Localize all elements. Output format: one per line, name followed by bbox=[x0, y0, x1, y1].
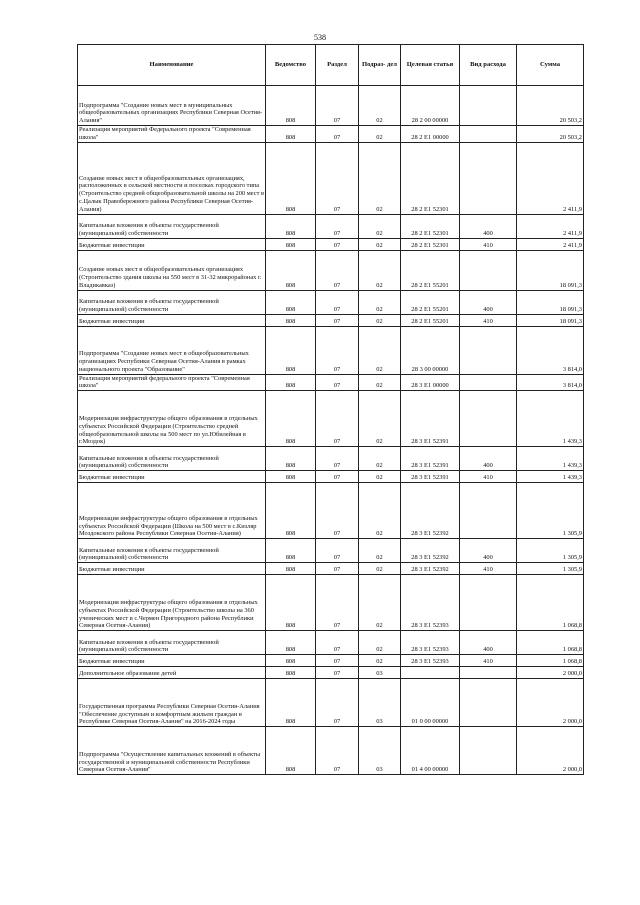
cell-podrazdel: 02 bbox=[359, 471, 401, 483]
cell-vid bbox=[460, 667, 517, 679]
cell-summa: 20 503,2 bbox=[517, 86, 584, 126]
cell-vid: 410 bbox=[460, 471, 517, 483]
cell-podrazdel: 03 bbox=[359, 667, 401, 679]
cell-podrazdel: 02 bbox=[359, 374, 401, 391]
table-row bbox=[78, 727, 584, 775]
cell-vedomstvo: 808 bbox=[266, 238, 316, 250]
header-razdel: Раздел bbox=[316, 45, 359, 86]
cell-podrazdel: 02 bbox=[359, 447, 401, 471]
cell-podrazdel: 02 bbox=[359, 126, 401, 143]
table-row bbox=[78, 250, 584, 290]
cell-vid bbox=[460, 679, 517, 727]
cell-name: Капитальные вложения в объекты государственной (муниципальной) собственности bbox=[78, 631, 266, 655]
cell-vedomstvo: 808 bbox=[266, 539, 316, 563]
cell-razdel: 07 bbox=[316, 679, 359, 727]
cell-celevaya: 28 2 E1 00000 bbox=[401, 126, 460, 143]
cell-vid: 410 bbox=[460, 314, 517, 326]
cell-summa: 18 091,3 bbox=[517, 314, 584, 326]
cell-razdel: 07 bbox=[316, 631, 359, 655]
cell-vedomstvo: 808 bbox=[266, 86, 316, 126]
cell-vedomstvo: 808 bbox=[266, 575, 316, 631]
cell-podrazdel: 02 bbox=[359, 214, 401, 238]
cell-razdel: 07 bbox=[316, 727, 359, 775]
cell-celevaya: 28 3 E1 52393 bbox=[401, 655, 460, 667]
cell-podrazdel: 02 bbox=[359, 142, 401, 214]
cell-podrazdel: 02 bbox=[359, 575, 401, 631]
table-row bbox=[78, 326, 584, 374]
table-row bbox=[78, 483, 584, 539]
cell-name: Дополнительное образование детей bbox=[78, 667, 266, 679]
cell-name: Капитальные вложения в объекты государственной (муниципальной) собственности bbox=[78, 539, 266, 563]
cell-vedomstvo: 808 bbox=[266, 631, 316, 655]
cell-podrazdel: 02 bbox=[359, 483, 401, 539]
cell-celevaya: 28 2 E1 55201 bbox=[401, 250, 460, 290]
cell-vedomstvo: 808 bbox=[266, 326, 316, 374]
cell-razdel: 07 bbox=[316, 290, 359, 314]
cell-summa: 3 814,0 bbox=[517, 374, 584, 391]
cell-celevaya: 28 2 00 00000 bbox=[401, 86, 460, 126]
cell-vedomstvo: 808 bbox=[266, 214, 316, 238]
table-row bbox=[78, 539, 584, 563]
cell-summa: 1 068,8 bbox=[517, 631, 584, 655]
budget-table bbox=[77, 44, 584, 775]
cell-celevaya: 28 2 E1 55201 bbox=[401, 290, 460, 314]
cell-name: Бюджетные инвестиции bbox=[78, 314, 266, 326]
cell-summa: 20 503,2 bbox=[517, 126, 584, 143]
cell-vid bbox=[460, 374, 517, 391]
cell-summa: 3 814,0 bbox=[517, 326, 584, 374]
cell-podrazdel: 02 bbox=[359, 314, 401, 326]
cell-vedomstvo: 808 bbox=[266, 314, 316, 326]
cell-celevaya: 28 3 E1 52391 bbox=[401, 447, 460, 471]
cell-razdel: 07 bbox=[316, 655, 359, 667]
cell-razdel: 07 bbox=[316, 86, 359, 126]
cell-podrazdel: 02 bbox=[359, 86, 401, 126]
cell-summa: 2 411,9 bbox=[517, 238, 584, 250]
table-row bbox=[78, 290, 584, 314]
cell-summa: 2 411,9 bbox=[517, 142, 584, 214]
cell-name: Подпрограмма "Осуществление капитальных вложений в объекты государственной и муниципальной собственности Республики Северная Осетия-Алания" bbox=[78, 727, 266, 775]
cell-name: Подпрограмма "Создание новых мест в общеобразовательных организациях Республики Северная Осетия-Алания в рамках национального проекта "Образование" bbox=[78, 326, 266, 374]
cell-celevaya: 01 0 00 00000 bbox=[401, 679, 460, 727]
cell-summa: 1 439,3 bbox=[517, 471, 584, 483]
cell-vid: 410 bbox=[460, 238, 517, 250]
cell-razdel: 07 bbox=[316, 126, 359, 143]
cell-name: Модернизация инфраструктуры общего образования в отдельных субъектах Российской Федерации (Строительство школы на 360 ученических мест в с.Чермен Пригородного района Республики Северная Осетия-Алания) bbox=[78, 575, 266, 631]
cell-podrazdel: 02 bbox=[359, 290, 401, 314]
cell-razdel: 07 bbox=[316, 250, 359, 290]
header-summa: Сумма bbox=[517, 45, 584, 86]
cell-vedomstvo: 808 bbox=[266, 250, 316, 290]
cell-vid bbox=[460, 250, 517, 290]
header-vid: Вид расхода bbox=[460, 45, 517, 86]
table-row bbox=[78, 655, 584, 667]
cell-celevaya bbox=[401, 667, 460, 679]
cell-celevaya: 28 3 E1 52391 bbox=[401, 471, 460, 483]
cell-vedomstvo: 808 bbox=[266, 290, 316, 314]
table-row bbox=[78, 214, 584, 238]
cell-razdel: 07 bbox=[316, 575, 359, 631]
cell-razdel: 07 bbox=[316, 483, 359, 539]
cell-razdel: 07 bbox=[316, 667, 359, 679]
cell-name: Модернизация инфраструктуры общего образования в отдельных субъектах Российской Федерации (Строительство средней общеобразовательной школы на 500 мест по ул.Юбилейная в г.Моздок) bbox=[78, 391, 266, 447]
cell-vid: 400 bbox=[460, 214, 517, 238]
cell-celevaya: 28 3 E1 52392 bbox=[401, 483, 460, 539]
table-row bbox=[78, 667, 584, 679]
cell-razdel: 07 bbox=[316, 214, 359, 238]
cell-name: Бюджетные инвестиции bbox=[78, 238, 266, 250]
cell-celevaya: 28 2 E1 52301 bbox=[401, 238, 460, 250]
cell-name: Бюджетные инвестиции bbox=[78, 655, 266, 667]
cell-vedomstvo: 808 bbox=[266, 655, 316, 667]
table-row bbox=[78, 575, 584, 631]
cell-podrazdel: 02 bbox=[359, 391, 401, 447]
cell-podrazdel: 02 bbox=[359, 539, 401, 563]
cell-vid bbox=[460, 86, 517, 126]
cell-vedomstvo: 808 bbox=[266, 391, 316, 447]
cell-vid: 400 bbox=[460, 631, 517, 655]
cell-summa: 1 305,9 bbox=[517, 563, 584, 575]
cell-name: Создание новых мест в общеобразовательных организациях, расположенных в сельской местности и поселках городского типа (Строительство средней общеобразовательной школы на 200 мест в с.Цалык Правобережного района Республики Северная Осетия-Алания) bbox=[78, 142, 266, 214]
cell-vid: 410 bbox=[460, 563, 517, 575]
cell-name: Бюджетные инвестиции bbox=[78, 563, 266, 575]
cell-razdel: 07 bbox=[316, 471, 359, 483]
cell-vedomstvo: 808 bbox=[266, 126, 316, 143]
cell-summa: 2 000,0 bbox=[517, 667, 584, 679]
cell-vid bbox=[460, 391, 517, 447]
cell-celevaya: 28 2 E1 55201 bbox=[401, 314, 460, 326]
cell-celevaya: 28 2 E1 52301 bbox=[401, 214, 460, 238]
cell-name: Государственная программа Республики Северная Осетия-Алания "Обеспечение доступным и комфортным жильем граждан в Республике Северная Осетия-Алания" на 2016-2024 годы bbox=[78, 679, 266, 727]
cell-summa: 2 000,0 bbox=[517, 727, 584, 775]
cell-vedomstvo: 808 bbox=[266, 727, 316, 775]
cell-celevaya: 28 3 E1 52393 bbox=[401, 631, 460, 655]
cell-name: Создание новых мест в общеобразовательных организациях (Строительство здания школы на 550 мест в 31-32 микрорайонах г. Владикавказ) bbox=[78, 250, 266, 290]
cell-summa: 18 091,3 bbox=[517, 290, 584, 314]
cell-celevaya: 28 3 E1 52392 bbox=[401, 563, 460, 575]
table-row bbox=[78, 374, 584, 391]
cell-razdel: 07 bbox=[316, 374, 359, 391]
cell-podrazdel: 02 bbox=[359, 250, 401, 290]
cell-summa: 1 439,3 bbox=[517, 391, 584, 447]
cell-vid bbox=[460, 727, 517, 775]
cell-name: Подпрограмма "Создание новых мест в муниципальных общеобразовательных организациях Республики Северная Осетия-Алания" bbox=[78, 86, 266, 126]
table-row bbox=[78, 142, 584, 214]
table-row bbox=[78, 563, 584, 575]
header-celevaya: Целевая статья bbox=[401, 45, 460, 86]
cell-razdel: 07 bbox=[316, 563, 359, 575]
cell-razdel: 07 bbox=[316, 447, 359, 471]
table-row bbox=[78, 631, 584, 655]
cell-vid bbox=[460, 483, 517, 539]
table-row bbox=[78, 679, 584, 727]
cell-podrazdel: 02 bbox=[359, 655, 401, 667]
cell-razdel: 07 bbox=[316, 391, 359, 447]
cell-name: Бюджетные инвестиции bbox=[78, 471, 266, 483]
cell-vid: 410 bbox=[460, 655, 517, 667]
cell-vedomstvo: 808 bbox=[266, 667, 316, 679]
cell-vid bbox=[460, 126, 517, 143]
cell-vid: 400 bbox=[460, 290, 517, 314]
cell-razdel: 07 bbox=[316, 142, 359, 214]
cell-name: Капитальные вложения в объекты государственной (муниципальной) собственности bbox=[78, 290, 266, 314]
cell-podrazdel: 02 bbox=[359, 631, 401, 655]
cell-name: Реализация мероприятий Федерального проекта "Современная школа" bbox=[78, 126, 266, 143]
header-name: Наименование bbox=[78, 45, 266, 86]
cell-summa: 18 091,3 bbox=[517, 250, 584, 290]
page-number: 538 bbox=[314, 33, 326, 42]
cell-summa: 2 000,0 bbox=[517, 679, 584, 727]
cell-name: Модернизация инфраструктуры общего образования в отдельных субъектах Российской Федерации (Школа на 500 мест в с.Кизляр Моздокского района Республики Северная Осетия-Алания) bbox=[78, 483, 266, 539]
cell-celevaya: 28 2 E1 52301 bbox=[401, 142, 460, 214]
cell-celevaya: 01 4 00 00000 bbox=[401, 727, 460, 775]
cell-celevaya: 28 3 E1 52393 bbox=[401, 575, 460, 631]
cell-razdel: 07 bbox=[316, 326, 359, 374]
cell-summa: 1 439,3 bbox=[517, 447, 584, 471]
table-row bbox=[78, 391, 584, 447]
table-row bbox=[78, 447, 584, 471]
cell-razdel: 07 bbox=[316, 238, 359, 250]
cell-podrazdel: 02 bbox=[359, 326, 401, 374]
cell-vedomstvo: 808 bbox=[266, 471, 316, 483]
cell-celevaya: 28 3 E1 00000 bbox=[401, 374, 460, 391]
cell-name: Капитальные вложения в объекты государственной (муниципальной) собственности bbox=[78, 447, 266, 471]
cell-vid bbox=[460, 575, 517, 631]
cell-vedomstvo: 808 bbox=[266, 563, 316, 575]
cell-vid: 400 bbox=[460, 539, 517, 563]
cell-vid bbox=[460, 326, 517, 374]
cell-vedomstvo: 808 bbox=[266, 483, 316, 539]
cell-vid bbox=[460, 142, 517, 214]
cell-summa: 2 411,9 bbox=[517, 214, 584, 238]
cell-summa: 1 068,8 bbox=[517, 575, 584, 631]
cell-summa: 1 068,8 bbox=[517, 655, 584, 667]
cell-name: Реализация мероприятий федерального проекта "Современная школа" bbox=[78, 374, 266, 391]
header-podrazdel: Подраз- дел bbox=[359, 45, 401, 86]
cell-razdel: 07 bbox=[316, 314, 359, 326]
cell-vedomstvo: 808 bbox=[266, 679, 316, 727]
table-row bbox=[78, 126, 584, 143]
cell-podrazdel: 02 bbox=[359, 563, 401, 575]
cell-name: Капитальные вложения в объекты государственной (муниципальной) собственности bbox=[78, 214, 266, 238]
table-row bbox=[78, 314, 584, 326]
table-row bbox=[78, 471, 584, 483]
cell-summa: 1 305,9 bbox=[517, 539, 584, 563]
table-row bbox=[78, 238, 584, 250]
table-header-row bbox=[78, 45, 584, 86]
table-row bbox=[78, 86, 584, 126]
cell-celevaya: 28 3 E1 52392 bbox=[401, 539, 460, 563]
cell-razdel: 07 bbox=[316, 539, 359, 563]
cell-podrazdel: 02 bbox=[359, 238, 401, 250]
cell-vedomstvo: 808 bbox=[266, 447, 316, 471]
cell-summa: 1 305,9 bbox=[517, 483, 584, 539]
cell-podrazdel: 03 bbox=[359, 679, 401, 727]
header-vedomstvo: Ведомство bbox=[266, 45, 316, 86]
cell-vid: 400 bbox=[460, 447, 517, 471]
cell-podrazdel: 03 bbox=[359, 727, 401, 775]
cell-celevaya: 28 3 E1 52391 bbox=[401, 391, 460, 447]
cell-vedomstvo: 808 bbox=[266, 142, 316, 214]
cell-vedomstvo: 808 bbox=[266, 374, 316, 391]
cell-celevaya: 28 3 00 00000 bbox=[401, 326, 460, 374]
